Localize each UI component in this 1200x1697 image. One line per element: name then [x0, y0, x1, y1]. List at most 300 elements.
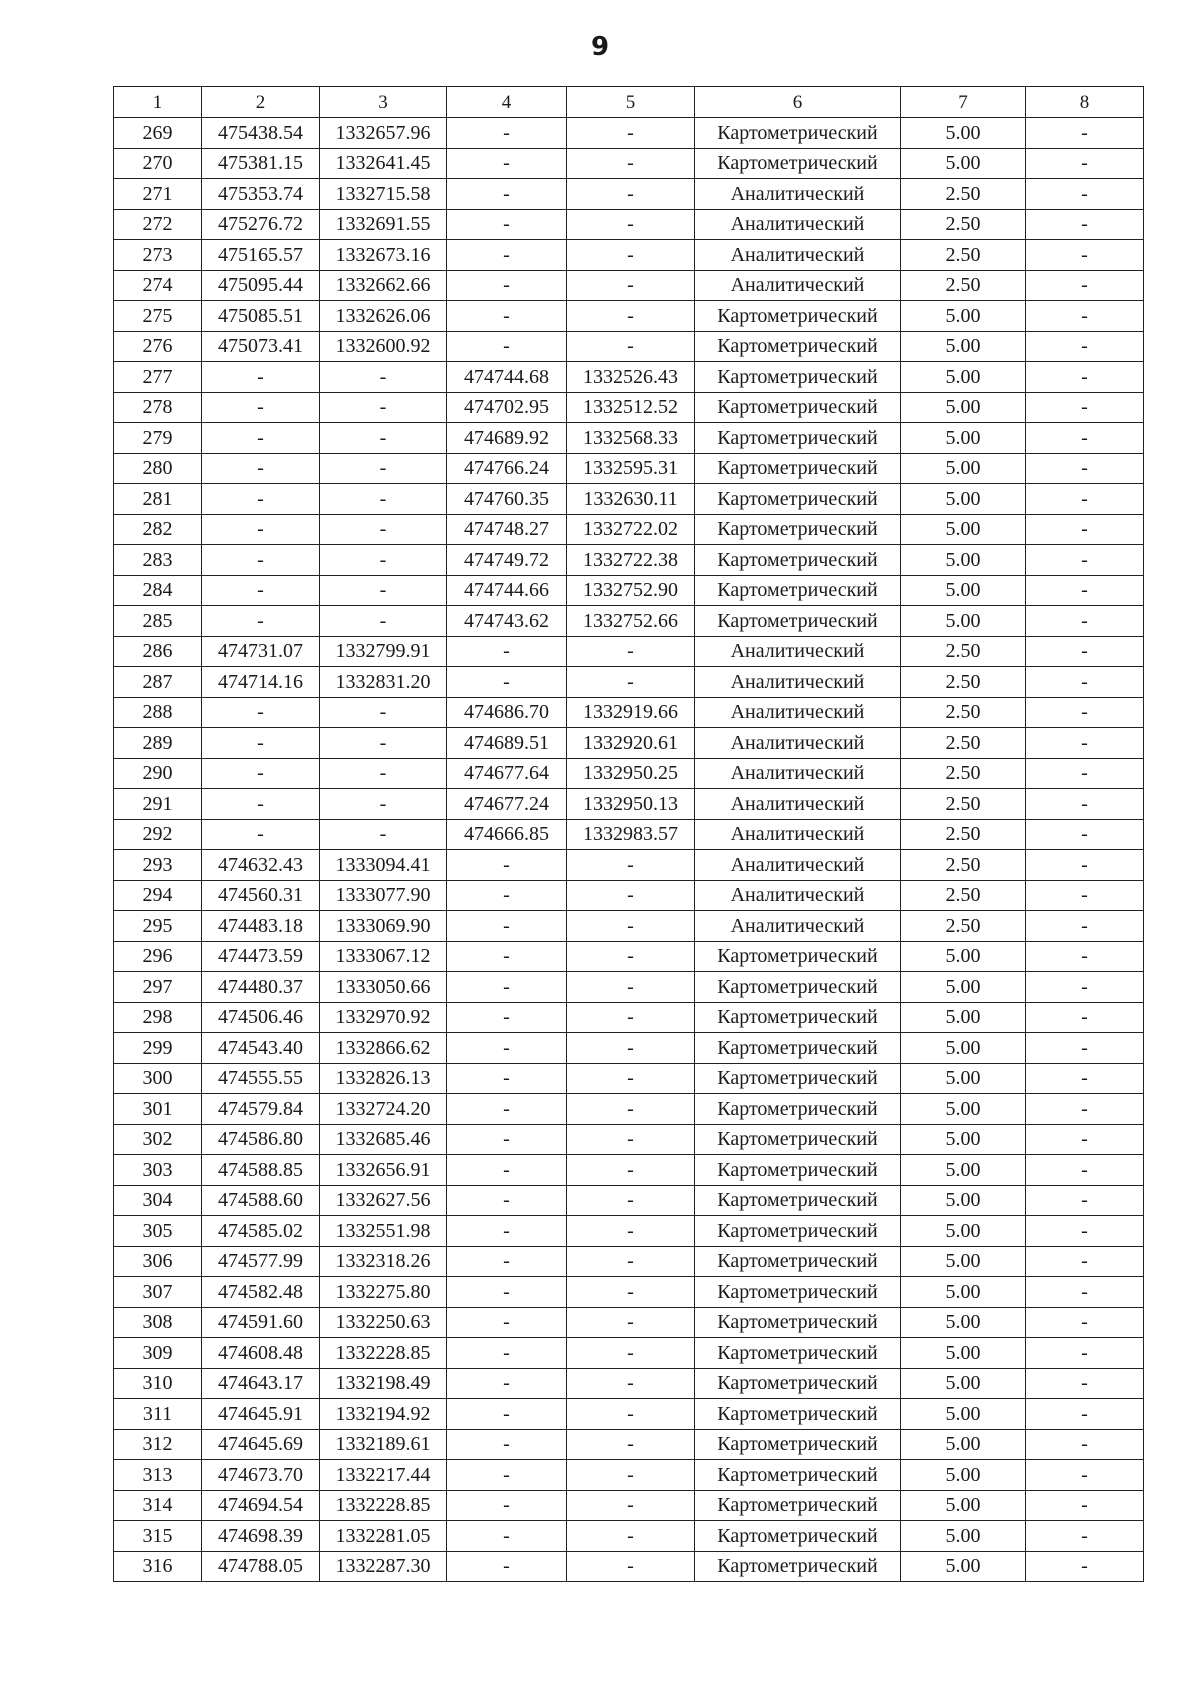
table-cell: -	[447, 118, 567, 149]
table-cell: -	[1026, 1368, 1144, 1399]
table-cell: 297	[114, 972, 202, 1003]
table-cell: 1332752.66	[567, 606, 695, 637]
table-cell: -	[567, 636, 695, 667]
table-cell: 5.00	[901, 423, 1026, 454]
table-cell: -	[320, 819, 447, 850]
table-cell: 309	[114, 1338, 202, 1369]
table-cell: -	[320, 575, 447, 606]
table-cell: 1332722.38	[567, 545, 695, 576]
table-cell: 475073.41	[202, 331, 320, 362]
table-cell: 306	[114, 1246, 202, 1277]
table-cell: Картометрический	[695, 1338, 901, 1369]
table-cell: 1332919.66	[567, 697, 695, 728]
table-cell: 277	[114, 362, 202, 393]
table-cell: 1332920.61	[567, 728, 695, 759]
table-cell: Картометрический	[695, 545, 901, 576]
table-cell: 474473.59	[202, 941, 320, 972]
table-cell: -	[1026, 1094, 1144, 1125]
table-row	[114, 1338, 1144, 1369]
table-cell: Картометрический	[695, 118, 901, 149]
table-cell: -	[202, 484, 320, 515]
table-cell: -	[567, 301, 695, 332]
table-cell: 475165.57	[202, 240, 320, 271]
table-cell: Аналитический	[695, 697, 901, 728]
table-cell: 1332194.92	[320, 1399, 447, 1430]
table-cell: 5.00	[901, 1246, 1026, 1277]
table-cell: -	[567, 1033, 695, 1064]
table-cell: -	[567, 1429, 695, 1460]
table-cell: Аналитический	[695, 728, 901, 759]
table-cell: -	[447, 1094, 567, 1125]
table-cell: -	[567, 1490, 695, 1521]
table-cell: 1333077.90	[320, 880, 447, 911]
table-row	[114, 545, 1144, 576]
table-cell: -	[1026, 1246, 1144, 1277]
table-cell: 305	[114, 1216, 202, 1247]
table-cell: -	[1026, 1033, 1144, 1064]
table-cell: -	[447, 1155, 567, 1186]
table-row	[114, 1460, 1144, 1491]
table-cell: Картометрический	[695, 1368, 901, 1399]
column-header: 3	[320, 87, 447, 118]
table-cell: -	[1026, 392, 1144, 423]
table-cell: 2.50	[901, 819, 1026, 850]
table-cell: -	[1026, 453, 1144, 484]
table-cell: 1332662.66	[320, 270, 447, 301]
table-cell: 1332250.63	[320, 1307, 447, 1338]
table-cell: 1332189.61	[320, 1429, 447, 1460]
table-cell: -	[202, 423, 320, 454]
table-cell: 1333069.90	[320, 911, 447, 942]
table-cell: 287	[114, 667, 202, 698]
table-cell: -	[447, 1216, 567, 1247]
table-cell: 5.00	[901, 606, 1026, 637]
table-cell: -	[202, 606, 320, 637]
table-cell: 5.00	[901, 484, 1026, 515]
table-cell: Картометрический	[695, 301, 901, 332]
table-cell: -	[447, 1185, 567, 1216]
table-cell: 5.00	[901, 972, 1026, 1003]
table-cell: 474686.70	[447, 697, 567, 728]
table-row	[114, 1094, 1144, 1125]
table-cell: -	[447, 1246, 567, 1277]
table-cell: -	[202, 789, 320, 820]
table-row	[114, 240, 1144, 271]
table-cell: -	[320, 484, 447, 515]
table-cell: 289	[114, 728, 202, 759]
table-cell: -	[567, 880, 695, 911]
table-cell: 474714.16	[202, 667, 320, 698]
table-cell: 5.00	[901, 301, 1026, 332]
table-cell: Картометрический	[695, 392, 901, 423]
table-cell: Картометрический	[695, 1277, 901, 1308]
table-cell: -	[447, 179, 567, 210]
table-cell: 474731.07	[202, 636, 320, 667]
table-cell: 1333050.66	[320, 972, 447, 1003]
table-cell: -	[320, 392, 447, 423]
table-cell: Картометрический	[695, 453, 901, 484]
table-cell: 474586.80	[202, 1124, 320, 1155]
table-cell: 1332866.62	[320, 1033, 447, 1064]
table-cell: Картометрический	[695, 1246, 901, 1277]
table-cell: -	[1026, 1277, 1144, 1308]
table-cell: 474748.27	[447, 514, 567, 545]
table-cell: 2.50	[901, 179, 1026, 210]
table-cell: 1332568.33	[567, 423, 695, 454]
table-cell: 1332217.44	[320, 1460, 447, 1491]
table-cell: 5.00	[901, 148, 1026, 179]
table-cell: 285	[114, 606, 202, 637]
table-cell: 292	[114, 819, 202, 850]
table-row	[114, 819, 1144, 850]
table-cell: 474743.62	[447, 606, 567, 637]
table-row	[114, 1277, 1144, 1308]
table-row	[114, 118, 1144, 149]
table-cell: 474677.64	[447, 758, 567, 789]
table-cell: -	[202, 362, 320, 393]
table-cell: -	[202, 392, 320, 423]
table-cell: -	[567, 850, 695, 881]
table-cell: 5.00	[901, 1277, 1026, 1308]
table-cell: Аналитический	[695, 240, 901, 271]
table-row	[114, 789, 1144, 820]
table-cell: 1332656.91	[320, 1155, 447, 1186]
table-cell: -	[567, 1551, 695, 1582]
table-cell: 1332281.05	[320, 1521, 447, 1552]
table-cell: -	[567, 148, 695, 179]
table-cell: 5.00	[901, 1429, 1026, 1460]
table-cell: 281	[114, 484, 202, 515]
table-cell: -	[567, 1002, 695, 1033]
table-cell: 5.00	[901, 1551, 1026, 1582]
table-cell: 1332526.43	[567, 362, 695, 393]
table-row	[114, 1490, 1144, 1521]
table-cell: 2.50	[901, 850, 1026, 881]
table-cell: 474788.05	[202, 1551, 320, 1582]
table-cell: -	[1026, 1460, 1144, 1491]
table-cell: 475095.44	[202, 270, 320, 301]
table-cell: 295	[114, 911, 202, 942]
table-cell: -	[567, 1399, 695, 1430]
table-cell: 1332275.80	[320, 1277, 447, 1308]
table-row	[114, 392, 1144, 423]
table-cell: -	[1026, 484, 1144, 515]
table-cell: 278	[114, 392, 202, 423]
table-cell: 294	[114, 880, 202, 911]
table-cell: Аналитический	[695, 819, 901, 850]
table-row	[114, 270, 1144, 301]
table-cell: Картометрический	[695, 1460, 901, 1491]
table-row	[114, 606, 1144, 637]
table-cell: -	[567, 270, 695, 301]
table-cell: 5.00	[901, 1155, 1026, 1186]
table-row	[114, 148, 1144, 179]
table-cell: 1332630.11	[567, 484, 695, 515]
table-row	[114, 1216, 1144, 1247]
table-row	[114, 667, 1144, 698]
table-cell: Картометрический	[695, 1551, 901, 1582]
table-cell: 474673.70	[202, 1460, 320, 1491]
table-cell: -	[1026, 667, 1144, 698]
table-cell: 474588.85	[202, 1155, 320, 1186]
table-cell: -	[567, 1063, 695, 1094]
table-cell: -	[567, 1277, 695, 1308]
table-cell: 313	[114, 1460, 202, 1491]
table-row	[114, 941, 1144, 972]
table-cell: -	[567, 1338, 695, 1369]
table-cell: -	[1026, 179, 1144, 210]
table-cell: Картометрический	[695, 1521, 901, 1552]
table-cell: 290	[114, 758, 202, 789]
table-cell: 2.50	[901, 270, 1026, 301]
table-cell: -	[567, 179, 695, 210]
table-cell: -	[447, 270, 567, 301]
table-cell: 1332970.92	[320, 1002, 447, 1033]
coordinates-table	[113, 86, 1144, 1582]
table-row	[114, 1368, 1144, 1399]
table-cell: 315	[114, 1521, 202, 1552]
table-cell: 275	[114, 301, 202, 332]
table-cell: Картометрический	[695, 1002, 901, 1033]
table-cell: 303	[114, 1155, 202, 1186]
table-row	[114, 1246, 1144, 1277]
table-row	[114, 301, 1144, 332]
table-cell: -	[447, 667, 567, 698]
table-cell: -	[1026, 1551, 1144, 1582]
table-cell: 1332691.55	[320, 209, 447, 240]
table-cell: 5.00	[901, 1490, 1026, 1521]
table-cell: 474689.51	[447, 728, 567, 759]
table-cell: -	[1026, 118, 1144, 149]
table-cell: -	[202, 758, 320, 789]
table-cell: -	[320, 606, 447, 637]
table-cell: -	[447, 1551, 567, 1582]
table-row	[114, 850, 1144, 881]
table-cell: 474643.17	[202, 1368, 320, 1399]
table-cell: Картометрический	[695, 1185, 901, 1216]
table-cell: 5.00	[901, 575, 1026, 606]
table-cell: Аналитический	[695, 850, 901, 881]
table-cell: -	[447, 880, 567, 911]
table-cell: 1332715.58	[320, 179, 447, 210]
table-cell: 1332724.20	[320, 1094, 447, 1125]
table-row	[114, 1033, 1144, 1064]
table-cell: -	[567, 667, 695, 698]
table-cell: -	[1026, 1490, 1144, 1521]
table-cell: 1332600.92	[320, 331, 447, 362]
table-cell: Картометрический	[695, 1490, 901, 1521]
table-cell: 269	[114, 118, 202, 149]
table-cell: 5.00	[901, 1307, 1026, 1338]
table-cell: -	[1026, 636, 1144, 667]
table-cell: 2.50	[901, 209, 1026, 240]
table-cell: Аналитический	[695, 880, 901, 911]
table-cell: -	[1026, 1521, 1144, 1552]
table-cell: 1332626.06	[320, 301, 447, 332]
table-cell: -	[1026, 819, 1144, 850]
table-cell: 307	[114, 1277, 202, 1308]
table-row	[114, 575, 1144, 606]
table-row	[114, 423, 1144, 454]
table-cell: -	[1026, 941, 1144, 972]
table-cell: Аналитический	[695, 911, 901, 942]
table-cell: -	[567, 911, 695, 942]
table-cell: -	[202, 575, 320, 606]
table-cell: 5.00	[901, 392, 1026, 423]
table-cell: Картометрический	[695, 606, 901, 637]
table-row	[114, 1124, 1144, 1155]
table-row	[114, 1063, 1144, 1094]
table-row	[114, 1551, 1144, 1582]
table-cell: 474560.31	[202, 880, 320, 911]
table-cell: 474702.95	[447, 392, 567, 423]
table-cell: 5.00	[901, 1368, 1026, 1399]
table-cell: -	[1026, 148, 1144, 179]
table-cell: 475276.72	[202, 209, 320, 240]
table-cell: 474744.68	[447, 362, 567, 393]
table-cell: -	[1026, 209, 1144, 240]
table-cell: -	[1026, 362, 1144, 393]
table-cell: 1332595.31	[567, 453, 695, 484]
table-row	[114, 209, 1144, 240]
table-cell: 1332752.90	[567, 575, 695, 606]
table-cell: 474608.48	[202, 1338, 320, 1369]
table-cell: -	[447, 1521, 567, 1552]
table-cell: 296	[114, 941, 202, 972]
table-cell: -	[320, 728, 447, 759]
table-cell: 475085.51	[202, 301, 320, 332]
column-header: 4	[447, 87, 567, 118]
table-row	[114, 758, 1144, 789]
table-cell: Картометрический	[695, 1429, 901, 1460]
table-cell: -	[320, 514, 447, 545]
table-cell: 5.00	[901, 1399, 1026, 1430]
table-cell: -	[567, 1521, 695, 1552]
column-header: 8	[1026, 87, 1144, 118]
table-cell: -	[447, 1460, 567, 1491]
table-cell: 5.00	[901, 1216, 1026, 1247]
table-cell: 288	[114, 697, 202, 728]
table-row	[114, 331, 1144, 362]
table-cell: 474694.54	[202, 1490, 320, 1521]
table-cell: -	[320, 362, 447, 393]
table-cell: 474506.46	[202, 1002, 320, 1033]
table-row	[114, 636, 1144, 667]
table-cell: Аналитический	[695, 667, 901, 698]
table-cell: -	[447, 1429, 567, 1460]
table-row	[114, 484, 1144, 515]
table-row	[114, 1521, 1144, 1552]
table-cell: 5.00	[901, 118, 1026, 149]
table-cell: 474749.72	[447, 545, 567, 576]
table-cell: 273	[114, 240, 202, 271]
table-cell: -	[1026, 514, 1144, 545]
table-cell: 316	[114, 1551, 202, 1582]
table-cell: 474666.85	[447, 819, 567, 850]
table-cell: 2.50	[901, 911, 1026, 942]
column-header: 1	[114, 87, 202, 118]
table-cell: Картометрический	[695, 484, 901, 515]
table-cell: -	[1026, 1307, 1144, 1338]
table-cell: 301	[114, 1094, 202, 1125]
table-cell: -	[567, 941, 695, 972]
table-cell: -	[567, 240, 695, 271]
table-cell: 5.00	[901, 1094, 1026, 1125]
table-cell: 276	[114, 331, 202, 362]
table-cell: 280	[114, 453, 202, 484]
table-cell: 314	[114, 1490, 202, 1521]
table-cell: 474555.55	[202, 1063, 320, 1094]
table-cell: 291	[114, 789, 202, 820]
table-cell: Картометрический	[695, 148, 901, 179]
table-cell: -	[202, 728, 320, 759]
table-cell: 2.50	[901, 789, 1026, 820]
table-cell: -	[1026, 1063, 1144, 1094]
table-cell: -	[320, 453, 447, 484]
table-row	[114, 728, 1144, 759]
table-cell: 310	[114, 1368, 202, 1399]
table-cell: 5.00	[901, 1002, 1026, 1033]
table-cell: 274	[114, 270, 202, 301]
table-cell: -	[447, 850, 567, 881]
table-cell: -	[567, 1246, 695, 1277]
table-cell: 5.00	[901, 941, 1026, 972]
table-cell: 270	[114, 148, 202, 179]
table-row	[114, 911, 1144, 942]
table-cell: 2.50	[901, 697, 1026, 728]
table-cell: 5.00	[901, 1033, 1026, 1064]
table-cell: 2.50	[901, 728, 1026, 759]
table-cell: 1332627.56	[320, 1185, 447, 1216]
table-cell: -	[202, 514, 320, 545]
table-cell: 1332657.96	[320, 118, 447, 149]
table-cell: 5.00	[901, 1124, 1026, 1155]
table-cell: 474480.37	[202, 972, 320, 1003]
table-cell: 1332950.13	[567, 789, 695, 820]
table-cell: 1332799.91	[320, 636, 447, 667]
table-cell: -	[320, 423, 447, 454]
table-cell: 474760.35	[447, 484, 567, 515]
table-cell: -	[1026, 1338, 1144, 1369]
table-cell: -	[447, 941, 567, 972]
table-cell: -	[447, 1399, 567, 1430]
table-cell: -	[1026, 758, 1144, 789]
table-cell: -	[1026, 697, 1144, 728]
table-cell: -	[1026, 911, 1144, 942]
table-cell: Картометрический	[695, 1399, 901, 1430]
table-cell: -	[1026, 1124, 1144, 1155]
table-cell: 5.00	[901, 1338, 1026, 1369]
table-cell: 2.50	[901, 636, 1026, 667]
table-cell: -	[567, 209, 695, 240]
table-cell: 2.50	[901, 667, 1026, 698]
table-cell: -	[202, 697, 320, 728]
table-cell: -	[447, 1277, 567, 1308]
table-cell: 1332673.16	[320, 240, 447, 271]
table-cell: Картометрический	[695, 941, 901, 972]
table-body	[114, 118, 1144, 1582]
table-cell: 5.00	[901, 1063, 1026, 1094]
table-cell: 474543.40	[202, 1033, 320, 1064]
table-row	[114, 880, 1144, 911]
table-cell: Картометрический	[695, 331, 901, 362]
table-cell: 1332287.30	[320, 1551, 447, 1582]
table-cell: 5.00	[901, 362, 1026, 393]
table-cell: -	[447, 301, 567, 332]
table-cell: 1332685.46	[320, 1124, 447, 1155]
table-cell: 474766.24	[447, 453, 567, 484]
table-cell: 299	[114, 1033, 202, 1064]
